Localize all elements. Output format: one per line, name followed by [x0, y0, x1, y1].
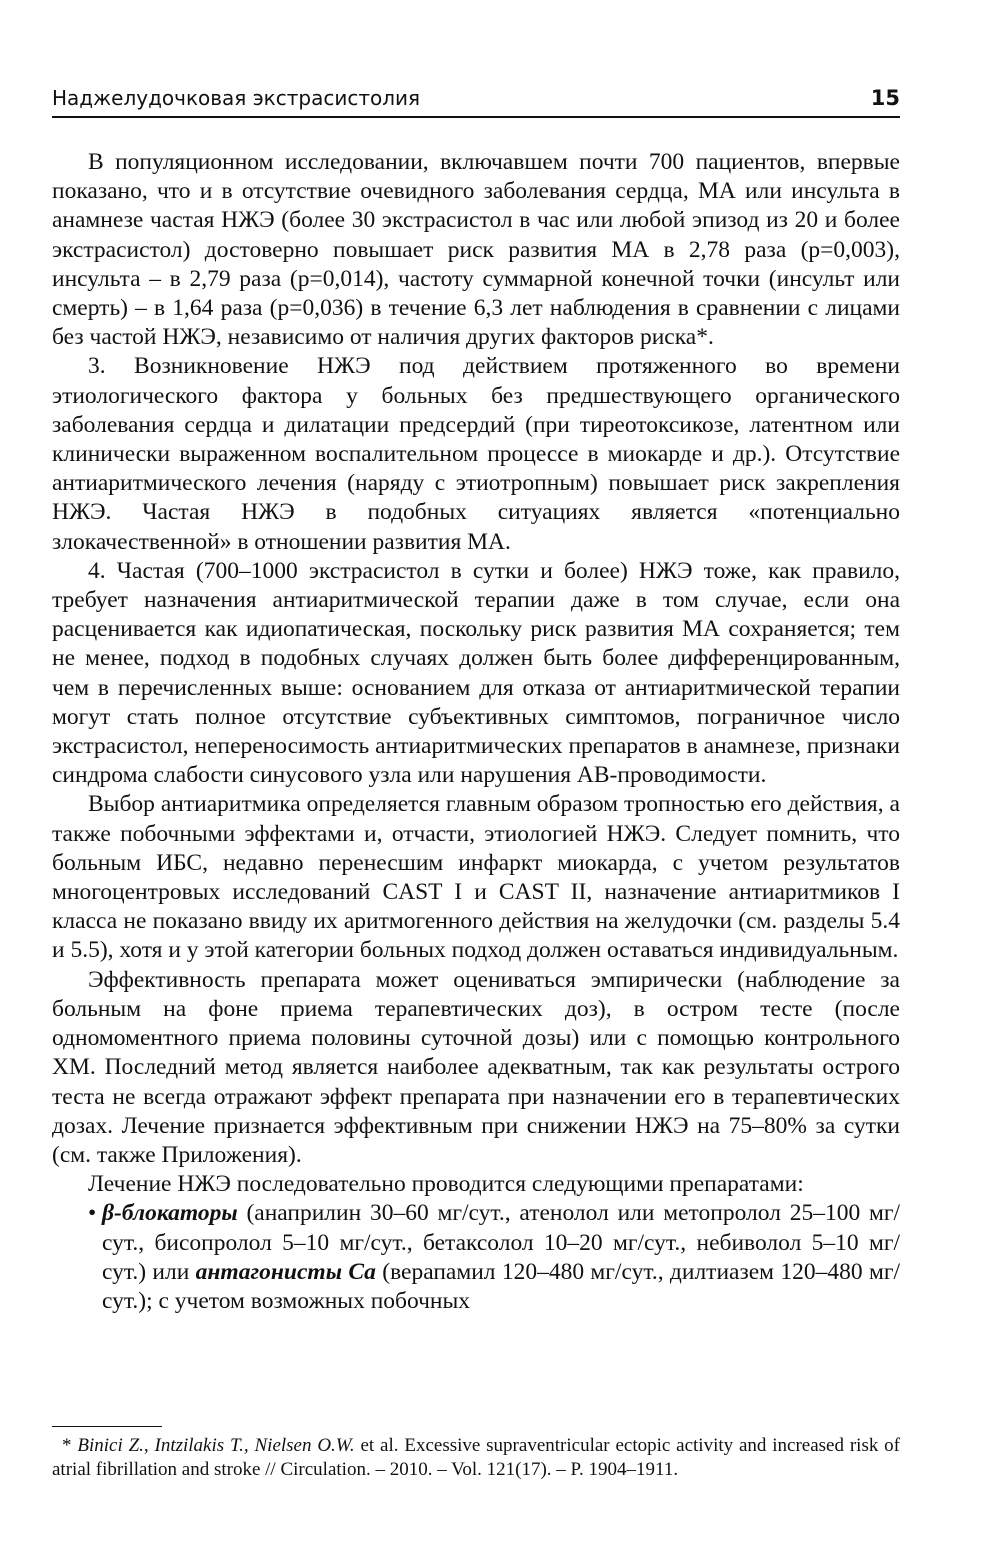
main-text — [52, 148, 900, 1316]
term-calcium-antagonists: антагонисты Са — [195, 1258, 376, 1285]
term-beta-blockers: β-блокаторы — [102, 1200, 238, 1227]
calcium-antagonists-dosage: (верапамил 120–480 мг/сут., дилтиазем 120–480 мг/сут.); с учетом возможных побочных — [102, 1258, 900, 1314]
running-header — [52, 86, 900, 118]
paragraph-treatment-intro: Лечение НЖЭ последовательно проводится следующими препаратами: — [88, 1171, 804, 1198]
paragraph-antiarrhythmic-choice: Выбор антиаритмика определяется главным образом тропностью его действия, а также побочными эффектами и, отчасти, этиологией НЖЭ. Следует помнить, что больным ИБС, недавно перенесшим инфаркт миокарда, с учетом результатов многоцентровых исследований CAST I и CAST II, назначение антиаритмиков I класса не показано ввиду их аритмогенного действия на желудочки (см. разделы 5.4 и 5.5), хотя и у этой категории больных подход должен оставаться индивидуальным. — [52, 791, 900, 964]
footnote — [52, 1434, 900, 1482]
footnote-marker: * — [62, 1435, 78, 1456]
footnote-authors: Binici Z., Intzilakis T., Nielsen O.W. — [77, 1435, 355, 1456]
bullet-mark: • — [88, 1200, 97, 1227]
beta-blockers-dosage: (анаприлин 30–60 мг/сут., атенолол или метопролол 25–100 мг/сут., бисопролол 5–10 мг/сут., бетаксолол 10–20 мг/сут., небиволол 5–10 мг/сут.) или — [102, 1200, 900, 1285]
paragraph-item-3: 3. Возникновение НЖЭ под действием протяженного во времени этиологического фактора у больных без предшествующего органического заболевания сердца и дилатации предсердий (при тиреотоксикозе, латентном или клинически выраженном воспалительном процессе в миокарде и др.). Отсутствие антиаритмического лечения (наряду с этиотропным) повышает риск закрепления НЖЭ. Частая НЖЭ в подобных ситуациях является «потенциально злокачественной» в отношении развития МА. — [52, 353, 900, 555]
running-title: Наджелудочковая экстрасистолия — [52, 86, 421, 110]
drug-list — [52, 1199, 900, 1316]
paragraph-population-study: В популяционном исследовании, включавшем почти 700 пациентов, впервые показано, что и в отсутствие очевидного заболевания сердца, МА или инсульта в анамнезе частая НЖЭ (более 30 экстрасистол в час или любой эпизод из 20 и более экстрасистол) достоверно повышает риск развития МА в 2,78 раза (p=0,003), инсульта – в 2,79 раза (p=0,014), частоту суммарной конечной точки (инсульт или смерть) – в 1,64 раза (p=0,036) в течение 6,3 лет наблюдения в сравнении с лицами без частой НЖЭ, независимо от наличия других факторов риска*. — [52, 149, 900, 351]
footnote-rule — [52, 1426, 162, 1427]
page-number: 15 — [870, 86, 900, 110]
paragraph-efficacy: Эффективность препарата может оцениваться эмпирически (наблюдение за больным на фоне приема терапевтических доз), в остром тесте (после одномоментного приема половины суточной дозы) или с помощью контрольного ХМ. Последний метод является наиболее адекватным, так как результаты острого теста не всегда отражают эффект препарата при назначении его в терапевтических дозах. Лечение признается эффективным при снижении НЖЭ на 75–80% за сутки (см. также Приложения). — [52, 966, 900, 1168]
list-item — [52, 1199, 900, 1316]
paragraph-item-4: 4. Частая (700–1000 экстрасистол в сутки и более) НЖЭ тоже, как правило, требует назначения антиаритмической терапии даже в том случае, если она расценивается как идиопатическая, поскольку риск развития МА сохраняется; тем не менее, подход в подобных случаях должен быть более дифференцированным, чем в перечисленных выше: основанием для отказа от антиаритмической терапии могут стать полное отсутствие субъективных симптомов, пограничное число экстрасистол, непереносимость антиаритмических препаратов в анамнезе, признаки синдрома слабости синусового узла или нарушения АВ-проводимости. — [52, 557, 900, 789]
footnote-citation: et al. Excessive supraventricular ectopic activity and increased risk of atrial fibrillation and stroke // Circulation. – 2010. – Vol. 121(17). – P. 1904–1911. — [52, 1435, 901, 1480]
